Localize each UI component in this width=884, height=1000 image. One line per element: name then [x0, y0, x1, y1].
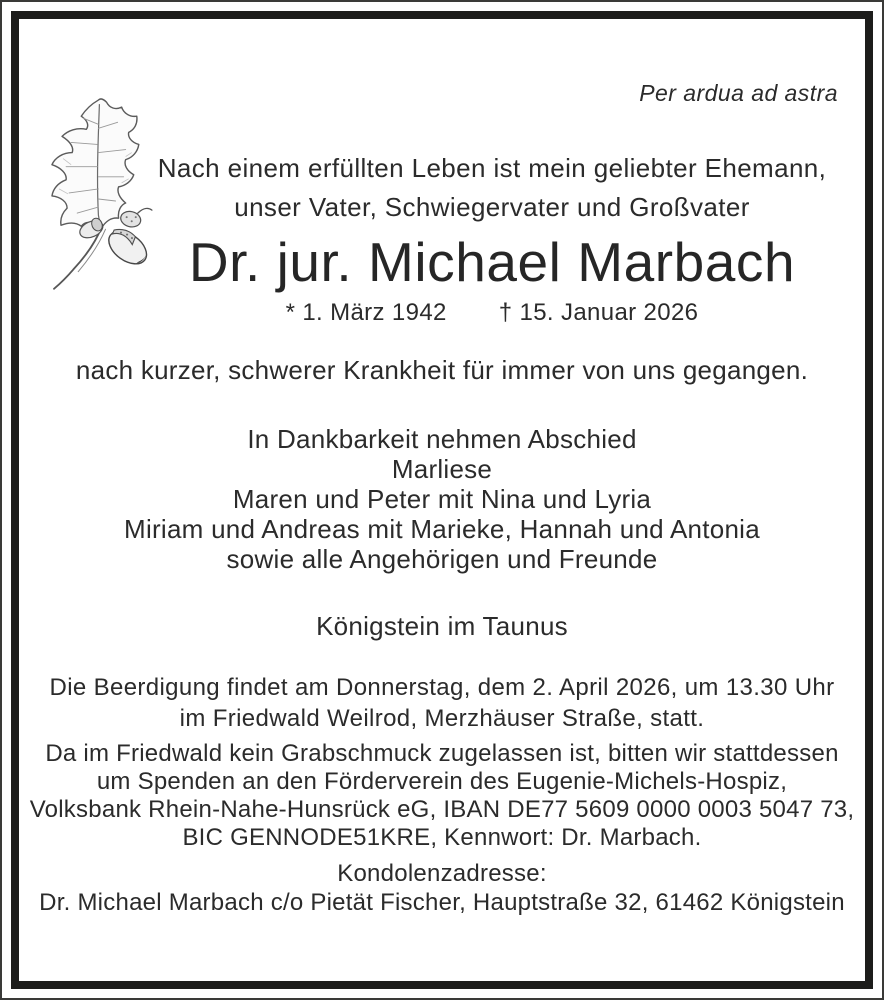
donation-line-1: Da im Friedwald kein Grabschmuck zugelassen ist, bitten wir stattdessen	[45, 740, 839, 767]
farewell-block	[22, 424, 862, 574]
donation-info	[22, 740, 862, 852]
funeral-line-1: Die Beerdigung findet am Donnerstag, dem 2. April 2026, um 13.30 Uhr	[49, 674, 835, 701]
intro-line-1: Nach einem erfüllten Leben ist mein geliebter Ehemann,	[157, 153, 827, 183]
place-line: Königstein im Taunus	[316, 611, 568, 641]
farewell-heading: In Dankbarkeit nehmen Abschied	[247, 424, 637, 454]
intro-line-2: unser Vater, Schwiegervater und Großvater	[234, 192, 750, 222]
condolence-label: Kondolenzadresse:	[337, 860, 547, 887]
condolence-block	[22, 859, 862, 917]
deceased-name: Dr. jur. Michael Marbach	[188, 231, 796, 293]
donation-line-2: um Spenden an den Förderverein des Eugenie-Michels-Hospiz,	[96, 768, 788, 795]
birth-date: * 1. März 1942	[285, 299, 447, 326]
donation-line-4: BIC GENNODE51KRE, Kennwort: Dr. Marbach.	[182, 824, 702, 851]
passing-line: nach kurzer, schwerer Krankheit für immer von uns gegangen.	[75, 355, 809, 385]
mourner-line: Maren und Peter mit Nina und Lyria	[232, 484, 652, 514]
donation-line-3: Volksbank Rhein-Nahe-Hunsrück eG, IBAN DE77 5609 0000 0003 5047 73,	[29, 796, 855, 823]
motto-text: Per ardua ad astra	[639, 80, 838, 106]
condolence-address: Dr. Michael Marbach c/o Pietät Fischer, Hauptstraße 32, 61462 Königstein	[39, 889, 845, 916]
mourner-line: Marliese	[391, 454, 493, 484]
funeral-info	[22, 672, 862, 734]
funeral-line-2: im Friedwald Weilrod, Merzhäuser Straße, statt.	[179, 705, 705, 732]
intro-text	[122, 149, 862, 227]
mourner-line: sowie alle Angehörigen und Freunde	[226, 544, 658, 574]
mourner-line: Miriam und Andreas mit Marieke, Hannah und Antonia	[124, 514, 760, 544]
death-date: † 15. Januar 2026	[498, 299, 699, 326]
life-dates	[122, 299, 862, 327]
